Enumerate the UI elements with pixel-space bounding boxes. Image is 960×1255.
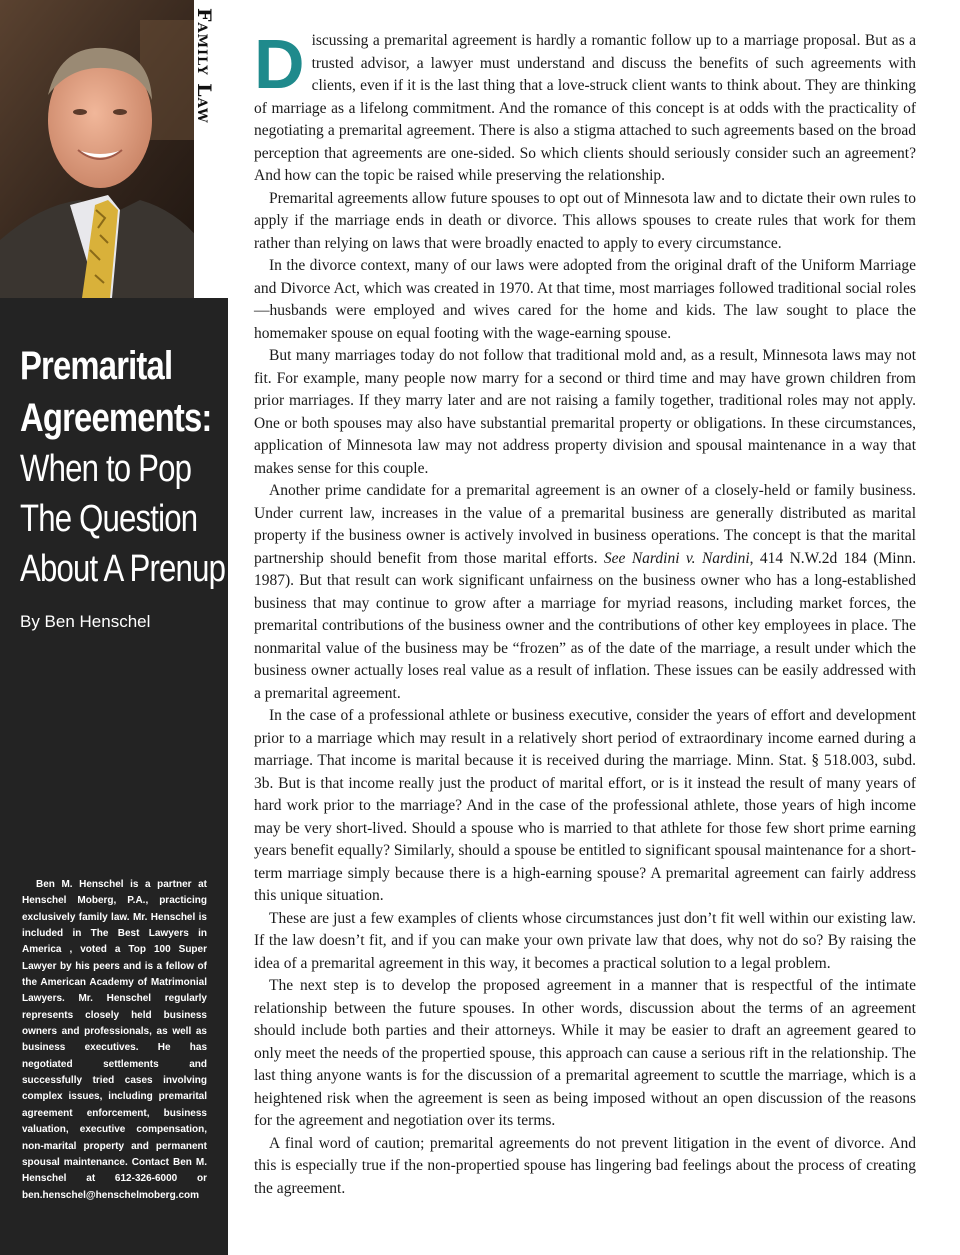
sidebar — [0, 0, 228, 1255]
paragraph-1-text: iscussing a premarital agreement is hardly a romantic follow up to a marriage proposal. But as a trusted advisor, a lawyer must understand and discuss the benefits of such agreements with clients, even if it is the last thing that a love-struck client wants to think about. They are thinking of marriage as a lifelong commitment. And the romance of this concept is at odds with the practicality of negotiating a premarital agreement. There is also a stigma attached to such agreements based on the broad perception that agreements are one-sided. So which clients should seriously consider such an agreement? And how can the topic be raised while preserving the relationship. — [254, 32, 916, 184]
author-bio: Ben M. Henschel is a partner at Henschel Moberg, P.A., practicing exclusively family law. Mr. Henschel is included in The Best Lawyers in America , voted a Top 100 Super Lawyer by his peers and is a fellow of the American Academy of Matrimonial Lawyers. Mr. Henschel regularly represents closely held business owners and professionals, as well as business executives. He has negotiated settlements and successfully tried cases involving complex issues, including premarital agreement enforcement, business valuation, executive compensation, non-marital property and permanent spousal maintenance. Contact Ben M. Henschel at 612-326-6000 or ben.henschel@henschelmoberg.com — [22, 879, 207, 1201]
paragraph-2: Premarital agreements allow future spouses to opt out of Minnesota law and to dictate their own rules to apply if the marriage ends in death or divorce. This allows spouses to create rules that work for them rather than relying on laws that were broadly enacted to apply to every circumstance. — [254, 189, 916, 252]
case-citation: See Nardini v. Nardini — [603, 549, 750, 567]
article-body — [254, 25, 916, 1200]
drop-cap: D — [254, 25, 305, 103]
title-line-3: When to Pop — [20, 448, 192, 490]
title-line-1: Premarital — [20, 344, 173, 388]
paragraph-5-text-a: Another prime candidate for a premarital agreement is an owner of a closely-held or family business. Under current law, increases in the value of a premarital business are generally distributed as marital property if the business owner is actively involved in business operations. The concept is that the marital partnership should benefit from those marital efforts. — [254, 482, 916, 567]
title-line-4: The Question — [20, 498, 198, 540]
article-title — [20, 340, 226, 594]
paragraph-5 — [254, 480, 916, 705]
paragraph-3: In the divorce context, many of our laws were adopted from the original draft of the Uniform Marriage and Divorce Act, which was created in 1970. At that time, most marriages followed traditional social roles—husbands were employed and wives cared for the home and kids. The law sought to place the homemaker spouse on equal footing with the wage-earning spouse. — [254, 257, 916, 342]
paragraph-6: In the case of a professional athlete or business executive, consider the years of effort and development prior to a marriage which may result in a relatively short period of extraordinary income earned during a marriage. That income is marital because it is received during the marriage. Minn. Stat. § 518.003, subd. 3b. But is that income really just the product of marital effort, or is it instead the result of many years of hard work prior to the marriage? And in the case of the professional athlete, those years of high income may be very short-lived. Should a spouse who is married to that athlete for those few short prime earning years benefit equally? Similarly, should a spouse be entitled to significant spousal maintenance for a short-term marriage simply because there is a high-earning spouse? A premarital agreement can fairly address this unique situation. — [254, 707, 916, 904]
paragraph-8: The next step is to develop the proposed agreement in a manner that is respectful of the intimate relationship between the future spouses. In other words, discussion about the terms of an agreement should include both parties and their attorneys. While it may be easier to draft an agreement geared to only meet the needs of the propertied spouse, this approach can cause a serious rift in the relationship. The last thing anyone wants is for the discussion of a premarital agreement to scuttle the marriage, which is a heightened risk when the agreement is seen as being imposed without an open discussion of the reasons for the agreement and negotiation over its terms. — [254, 977, 916, 1129]
title-line-2: Agreements: — [20, 396, 212, 440]
paragraph-4: But many marriages today do not follow that traditional mold and, as a result, Minnesota laws may not fit. For example, many people now marry for a second or third time and may have grown children from prior marriages. If they marry later and are not raising a family together, traditional roles may not apply. One or both spouses may also have substantial premarital property or obligations. In these circumstances, application of Minnesota law may not address property division and spousal maintenance in a way that makes sense for this couple. — [254, 347, 916, 477]
paragraph-1 — [254, 25, 916, 188]
title-line-5: About A Prenup — [20, 548, 226, 590]
paragraph-7: These are just a few examples of clients whose circumstances just don’t fit well within our existing law. If the law doesn’t fit, and if you can make your own private law that does, why not do so? By raising the idea of a premarital agreement in this way, it becomes a practical solution to a legal problem. — [254, 909, 916, 972]
section-label — [194, 0, 228, 298]
byline: By Ben Henschel — [20, 612, 151, 631]
paragraph-5-text-b: , 414 N.W.2d 184 (Minn. 1987). But that result can work significant unfairness on the business owner who has a long-established business that may continue to grow after a marriage for myriad reasons, including market forces, the premarital contributions of the business owner and the contributions of other key employees in place. The nonmarital value of the business may be “frozen” as of the date of the marriage, a result under which the business owner actually loses real value as a result of inflation. These issues can be easily addressed with a premarital agreement. — [254, 549, 916, 702]
section-label-text: Family Law — [193, 8, 215, 124]
paragraph-9: A final word of caution; premarital agreements do not prevent litigation in the event of divorce. And this is especially true if the non-propertied spouse has lingering bad feelings about the process of creating the agreement. — [254, 1134, 916, 1197]
